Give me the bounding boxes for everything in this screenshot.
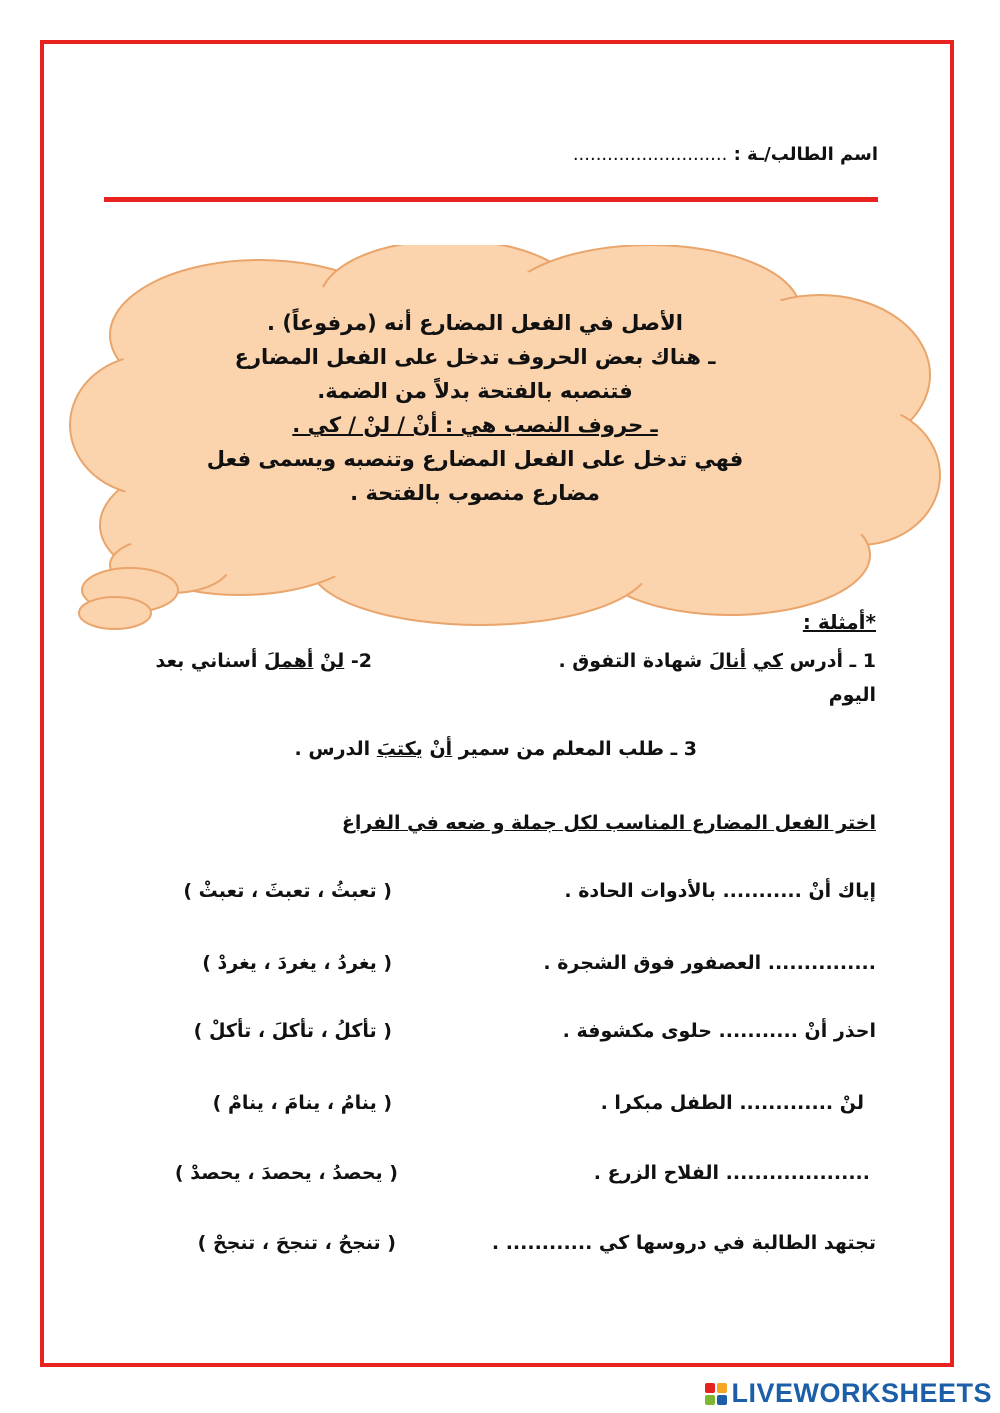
example-text: الدرس .	[294, 738, 377, 760]
student-name-blank[interactable]: ...........................	[572, 144, 728, 165]
question-options: ( يحصدُ ، يحصدَ ، يحصدْ )	[174, 1162, 398, 1184]
rule-line: فهي تدخل على الفعل المضارع وتنصبه ويسمى فعل	[206, 447, 744, 471]
example-text: أسناني بعد	[155, 650, 264, 672]
rule-line: الأصل في الفعل المضارع أنه (مرفوعاً) .	[267, 311, 683, 335]
question-options: ( تأكلُ ، تأكلَ ، تأكلْ )	[193, 1020, 392, 1042]
example-verb: أهملَ	[264, 650, 314, 672]
question-options: ( تنجحُ ، تنجحَ ، تنجحْ )	[197, 1232, 396, 1254]
liveworksheets-logo-icon	[705, 1383, 727, 1405]
rule-line: ـ هناك بعض الحروف تدخل على الفعل المضارع	[234, 345, 716, 369]
brand-name: LIVEWORKSHEETS	[731, 1378, 992, 1408]
rule-text	[180, 306, 770, 510]
example-1	[558, 650, 876, 672]
example-text: شهادة التفوق .	[558, 650, 709, 672]
question-sentence[interactable]: إياك أنْ ........... بالأدوات الحادة .	[564, 880, 876, 902]
footer-brand	[705, 1378, 992, 1409]
example-particle: لنْ	[320, 650, 345, 672]
question-sentence[interactable]: لنْ ............. الطفل مبكرا .	[600, 1092, 864, 1114]
header-divider	[104, 197, 878, 202]
question-options: ( تعبثُ ، تعبثَ ، تعبثْ )	[183, 880, 392, 902]
question-sentence[interactable]: ............... العصفور فوق الشجرة .	[543, 952, 876, 974]
examples-heading: *أمثلة :	[802, 610, 876, 634]
question-options: ( يغردُ ، يغردَ ، يغردْ )	[202, 952, 392, 974]
student-name-line	[573, 144, 878, 165]
question-options: ( ينامُ ، ينامَ ، ينامْ )	[212, 1092, 392, 1114]
example-verb: يكتبَ	[376, 738, 423, 760]
example-3	[295, 738, 697, 760]
example-verb: أنالَ	[708, 650, 747, 672]
question-sentence[interactable]: .................... الفلاح الزرع .	[593, 1162, 870, 1184]
student-name-label: اسم الطالب/ـة :	[733, 144, 878, 165]
example-particle: أنْ	[429, 738, 453, 760]
question-sentence[interactable]: احذر أنْ ........... حلوى مكشوفة .	[562, 1020, 876, 1042]
example-particle: كي	[752, 650, 783, 672]
example-text: 2-	[344, 650, 372, 672]
question-sentence[interactable]: تجتهد الطالبة في دروسها كي ............ .	[491, 1232, 876, 1254]
rule-line: فتنصبه بالفتحة بدلاً من الضمة.	[317, 379, 633, 403]
example-text: 1 ـ أدرس	[783, 650, 876, 672]
particles-line: ـ حروف النصب هي : أنْ / لنْ / كي .	[292, 413, 658, 437]
example-text: 3 ـ طلب المعلم من سمير	[452, 738, 697, 760]
rule-line: مضارع منصوب بالفتحة .	[350, 481, 600, 505]
example-2-continuation: اليوم	[828, 684, 876, 706]
exercise-instruction: اختر الفعل المضارع المناسب لكل جملة و ضعه في الفراغ	[341, 812, 876, 834]
example-space	[746, 650, 753, 672]
example-2	[155, 650, 372, 672]
